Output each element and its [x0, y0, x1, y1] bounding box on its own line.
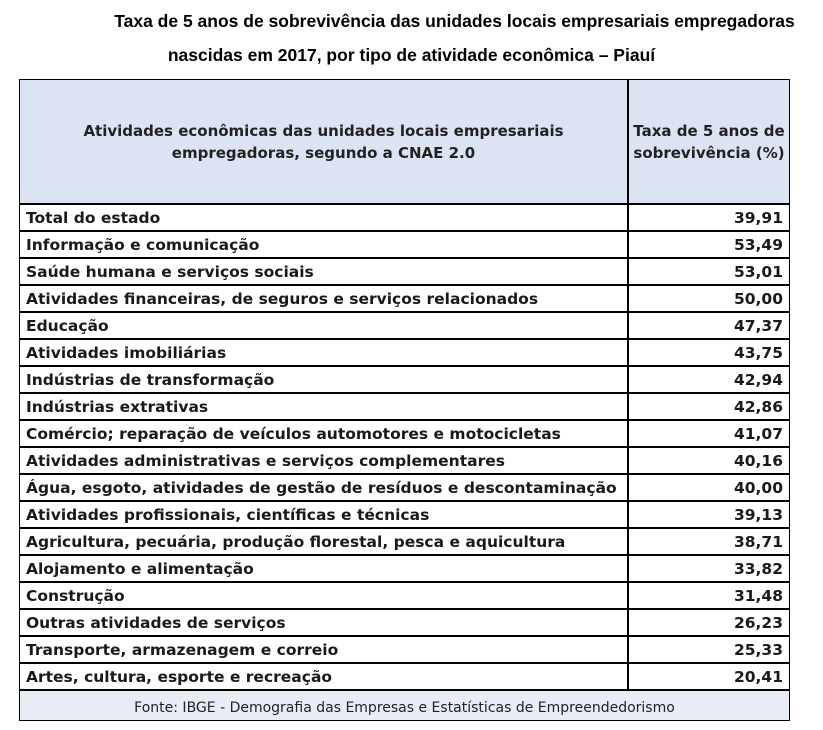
- table-row: [20, 636, 789, 663]
- survival-rate-value: 39,91: [628, 204, 789, 231]
- header-activity: Atividades econômicas das unidades locais empresariais empregadoras, segundo a CNAE 2.0: [20, 80, 628, 204]
- activity-name: Indústrias de transformação: [20, 366, 628, 393]
- activity-name: Água, esgoto, atividades de gestão de resíduos e descontaminação: [20, 474, 628, 501]
- table-row: [20, 609, 789, 636]
- table-row: [20, 420, 789, 447]
- table-row: [20, 663, 789, 690]
- title-line-2: nascidas em 2017, por tipo de atividade econômica – Piauí: [167, 45, 656, 65]
- survival-rate-value: 43,75: [628, 339, 789, 366]
- survival-rate-value: 40,16: [628, 447, 789, 474]
- survival-rate-value: 38,71: [628, 528, 789, 555]
- survival-rate-table: [20, 80, 789, 691]
- table-row: [20, 393, 789, 420]
- activity-name: Total do estado: [20, 204, 628, 231]
- survival-rate-value: 42,94: [628, 366, 789, 393]
- activity-name: Alojamento e alimentação: [20, 555, 628, 582]
- table-row: [20, 474, 789, 501]
- survival-rate-table-container: [19, 79, 790, 721]
- document-title: [0, 6, 823, 70]
- table-row: [20, 501, 789, 528]
- table-row: [20, 258, 789, 285]
- activity-name: Educação: [20, 312, 628, 339]
- table-row: [20, 339, 789, 366]
- table-row: [20, 528, 789, 555]
- table-row: [20, 231, 789, 258]
- activity-name: Indústrias extrativas: [20, 393, 628, 420]
- activity-name: Atividades imobiliárias: [20, 339, 628, 366]
- table-row: [20, 582, 789, 609]
- activity-name: Saúde humana e serviços sociais: [20, 258, 628, 285]
- survival-rate-value: 26,23: [628, 609, 789, 636]
- survival-rate-value: 41,07: [628, 420, 789, 447]
- activity-name: Artes, cultura, esporte e recreação: [20, 663, 628, 690]
- activity-name: Agricultura, pecuária, produção florestal, pesca e aquicultura: [20, 528, 628, 555]
- survival-rate-value: 50,00: [628, 285, 789, 312]
- survival-rate-value: 20,41: [628, 663, 789, 690]
- table-row: [20, 447, 789, 474]
- title-line-1: Taxa de 5 anos de sobrevivência das unidades locais empresariais empregadoras: [114, 11, 795, 31]
- survival-rate-value: 25,33: [628, 636, 789, 663]
- table-row: [20, 555, 789, 582]
- activity-name: Outras atividades de serviços: [20, 609, 628, 636]
- survival-rate-value: 31,48: [628, 582, 789, 609]
- activity-name: Comércio; reparação de veículos automotores e motocicletas: [20, 420, 628, 447]
- survival-rate-value: 53,01: [628, 258, 789, 285]
- table-row: [20, 285, 789, 312]
- table-header-row: [20, 80, 789, 204]
- activity-name: Atividades financeiras, de seguros e serviços relacionados: [20, 285, 628, 312]
- survival-rate-value: 33,82: [628, 555, 789, 582]
- table-row: [20, 366, 789, 393]
- survival-rate-value: 40,00: [628, 474, 789, 501]
- table-row: [20, 312, 789, 339]
- activity-name: Atividades profissionais, científicas e técnicas: [20, 501, 628, 528]
- activity-name: Informação e comunicação: [20, 231, 628, 258]
- survival-rate-value: 42,86: [628, 393, 789, 420]
- table-row: [20, 204, 789, 231]
- survival-rate-value: 39,13: [628, 501, 789, 528]
- activity-name: Transporte, armazenagem e correio: [20, 636, 628, 663]
- activity-name: Construção: [20, 582, 628, 609]
- activity-name: Atividades administrativas e serviços complementares: [20, 447, 628, 474]
- header-survival-rate: Taxa de 5 anos de sobrevivência (%): [628, 80, 789, 204]
- source-note: Fonte: IBGE - Demografia das Empresas e Estatísticas de Empreendedorismo: [134, 700, 675, 716]
- survival-rate-value: 47,37: [628, 312, 789, 339]
- survival-rate-value: 53,49: [628, 231, 789, 258]
